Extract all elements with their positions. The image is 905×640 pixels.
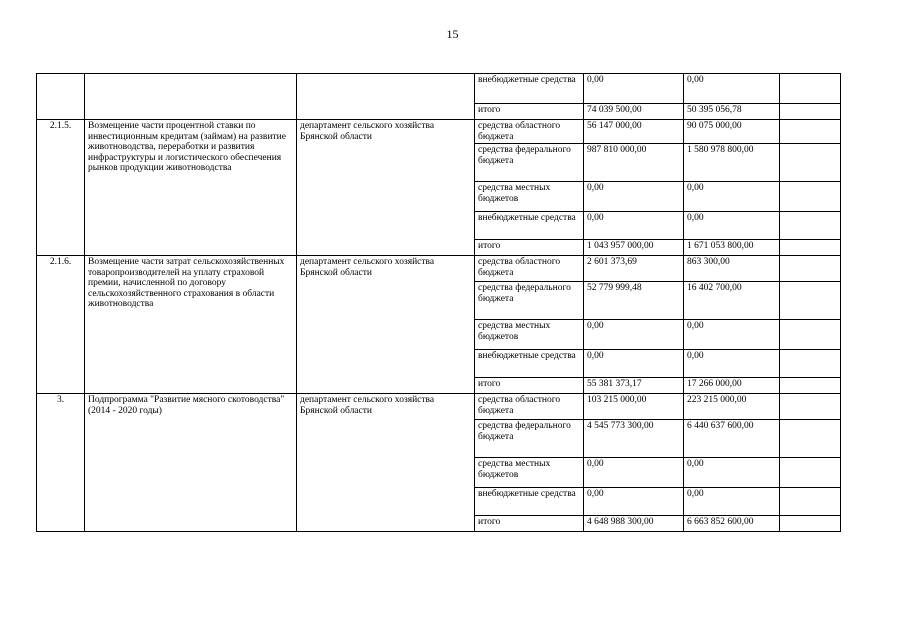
funding-source: средства областного бюджета: [475, 256, 584, 282]
empty-cell: [780, 458, 841, 488]
row-number: 3.: [37, 394, 85, 532]
funding-source: итого: [475, 240, 584, 256]
budget-table: [36, 73, 841, 532]
amount-col-2: 1 580 978 800,00: [684, 144, 780, 182]
amount-col-1: 2 601 373,69: [584, 256, 684, 282]
table-row: [37, 74, 841, 104]
empty-cell: [780, 420, 841, 458]
funding-source: средства федерального бюджета: [475, 144, 584, 182]
funding-source: средства областного бюджета: [475, 394, 584, 420]
amount-col-2: 50 395 056,78: [684, 104, 780, 120]
funding-source: внебюджетные средства: [475, 488, 584, 516]
funding-source: итого: [475, 516, 584, 532]
amount-col-1: 1 043 957 000,00: [584, 240, 684, 256]
amount-col-2: 223 215 000,00: [684, 394, 780, 420]
row-department: департамент сельского хозяйства Брянской области: [297, 256, 475, 394]
empty-cell: [780, 488, 841, 516]
empty-cell: [780, 120, 841, 144]
row-number: [37, 74, 85, 120]
table-row: [37, 120, 841, 144]
row-description: Возмещение части затрат сельскохозяйственных товаропроизводителей на уплату страховой премии, начисленной по договору сельскохозяйственного страхования в области животноводства: [85, 256, 297, 394]
amount-col-2: 16 402 700,00: [684, 282, 780, 320]
funding-source: внебюджетные средства: [475, 212, 584, 240]
amount-col-2: 0,00: [684, 320, 780, 350]
amount-col-1: 55 381 373,17: [584, 378, 684, 394]
empty-cell: [780, 378, 841, 394]
empty-cell: [780, 212, 841, 240]
row-department: департамент сельского хозяйства Брянской области: [297, 120, 475, 256]
amount-col-2: 0,00: [684, 458, 780, 488]
amount-col-1: 103 215 000,00: [584, 394, 684, 420]
funding-source: средства местных бюджетов: [475, 182, 584, 212]
amount-col-2: 6 440 637 600,00: [684, 420, 780, 458]
funding-source: средства федерального бюджета: [475, 282, 584, 320]
amount-col-2: 0,00: [684, 350, 780, 378]
funding-source: средства местных бюджетов: [475, 458, 584, 488]
amount-col-1: 0,00: [584, 320, 684, 350]
row-department: департамент сельского хозяйства Брянской области: [297, 394, 475, 532]
row-description: [85, 74, 297, 120]
amount-col-1: 74 039 500,00: [584, 104, 684, 120]
amount-col-1: 0,00: [584, 74, 684, 104]
amount-col-2: 17 266 000,00: [684, 378, 780, 394]
amount-col-1: 987 810 000,00: [584, 144, 684, 182]
amount-col-1: 0,00: [584, 458, 684, 488]
table-row: [37, 256, 841, 282]
row-description: Подпрограмма "Развитие мясного скотоводства" (2014 - 2020 годы): [85, 394, 297, 532]
amount-col-2: 0,00: [684, 182, 780, 212]
amount-col-1: 0,00: [584, 182, 684, 212]
amount-col-1: 52 779 999,48: [584, 282, 684, 320]
amount-col-1: 4 545 773 300,00: [584, 420, 684, 458]
funding-source: средства областного бюджета: [475, 120, 584, 144]
funding-source: средства федерального бюджета: [475, 420, 584, 458]
empty-cell: [780, 144, 841, 182]
table-row: [37, 394, 841, 420]
funding-source: внебюджетные средства: [475, 350, 584, 378]
amount-col-1: 56 147 000,00: [584, 120, 684, 144]
amount-col-2: 863 300,00: [684, 256, 780, 282]
empty-cell: [780, 516, 841, 532]
empty-cell: [780, 350, 841, 378]
empty-cell: [780, 320, 841, 350]
amount-col-1: 0,00: [584, 488, 684, 516]
amount-col-2: 1 671 053 800,00: [684, 240, 780, 256]
row-number: 2.1.5.: [37, 120, 85, 256]
amount-col-2: 0,00: [684, 74, 780, 104]
amount-col-2: 6 663 852 600,00: [684, 516, 780, 532]
row-description: Возмещение части процентной ставки по инвестиционным кредитам (займам) на развитие животноводства, переработки и развития инфраструктуры и логистического обеспечения рынков продукции животноводства: [85, 120, 297, 256]
amount-col-1: 4 648 988 300,00: [584, 516, 684, 532]
amount-col-2: 0,00: [684, 488, 780, 516]
amount-col-2: 90 075 000,00: [684, 120, 780, 144]
amount-col-2: 0,00: [684, 212, 780, 240]
empty-cell: [780, 256, 841, 282]
amount-col-1: 0,00: [584, 212, 684, 240]
empty-cell: [780, 74, 841, 104]
row-number: 2.1.6.: [37, 256, 85, 394]
empty-cell: [780, 282, 841, 320]
empty-cell: [780, 240, 841, 256]
empty-cell: [780, 104, 841, 120]
empty-cell: [780, 394, 841, 420]
amount-col-1: 0,00: [584, 350, 684, 378]
funding-source: итого: [475, 378, 584, 394]
row-department: [297, 74, 475, 120]
page-number: 15: [446, 27, 459, 41]
table-body: [37, 74, 841, 532]
funding-source: итого: [475, 104, 584, 120]
funding-source: средства местных бюджетов: [475, 320, 584, 350]
funding-source: внебюджетные средства: [475, 74, 584, 104]
empty-cell: [780, 182, 841, 212]
